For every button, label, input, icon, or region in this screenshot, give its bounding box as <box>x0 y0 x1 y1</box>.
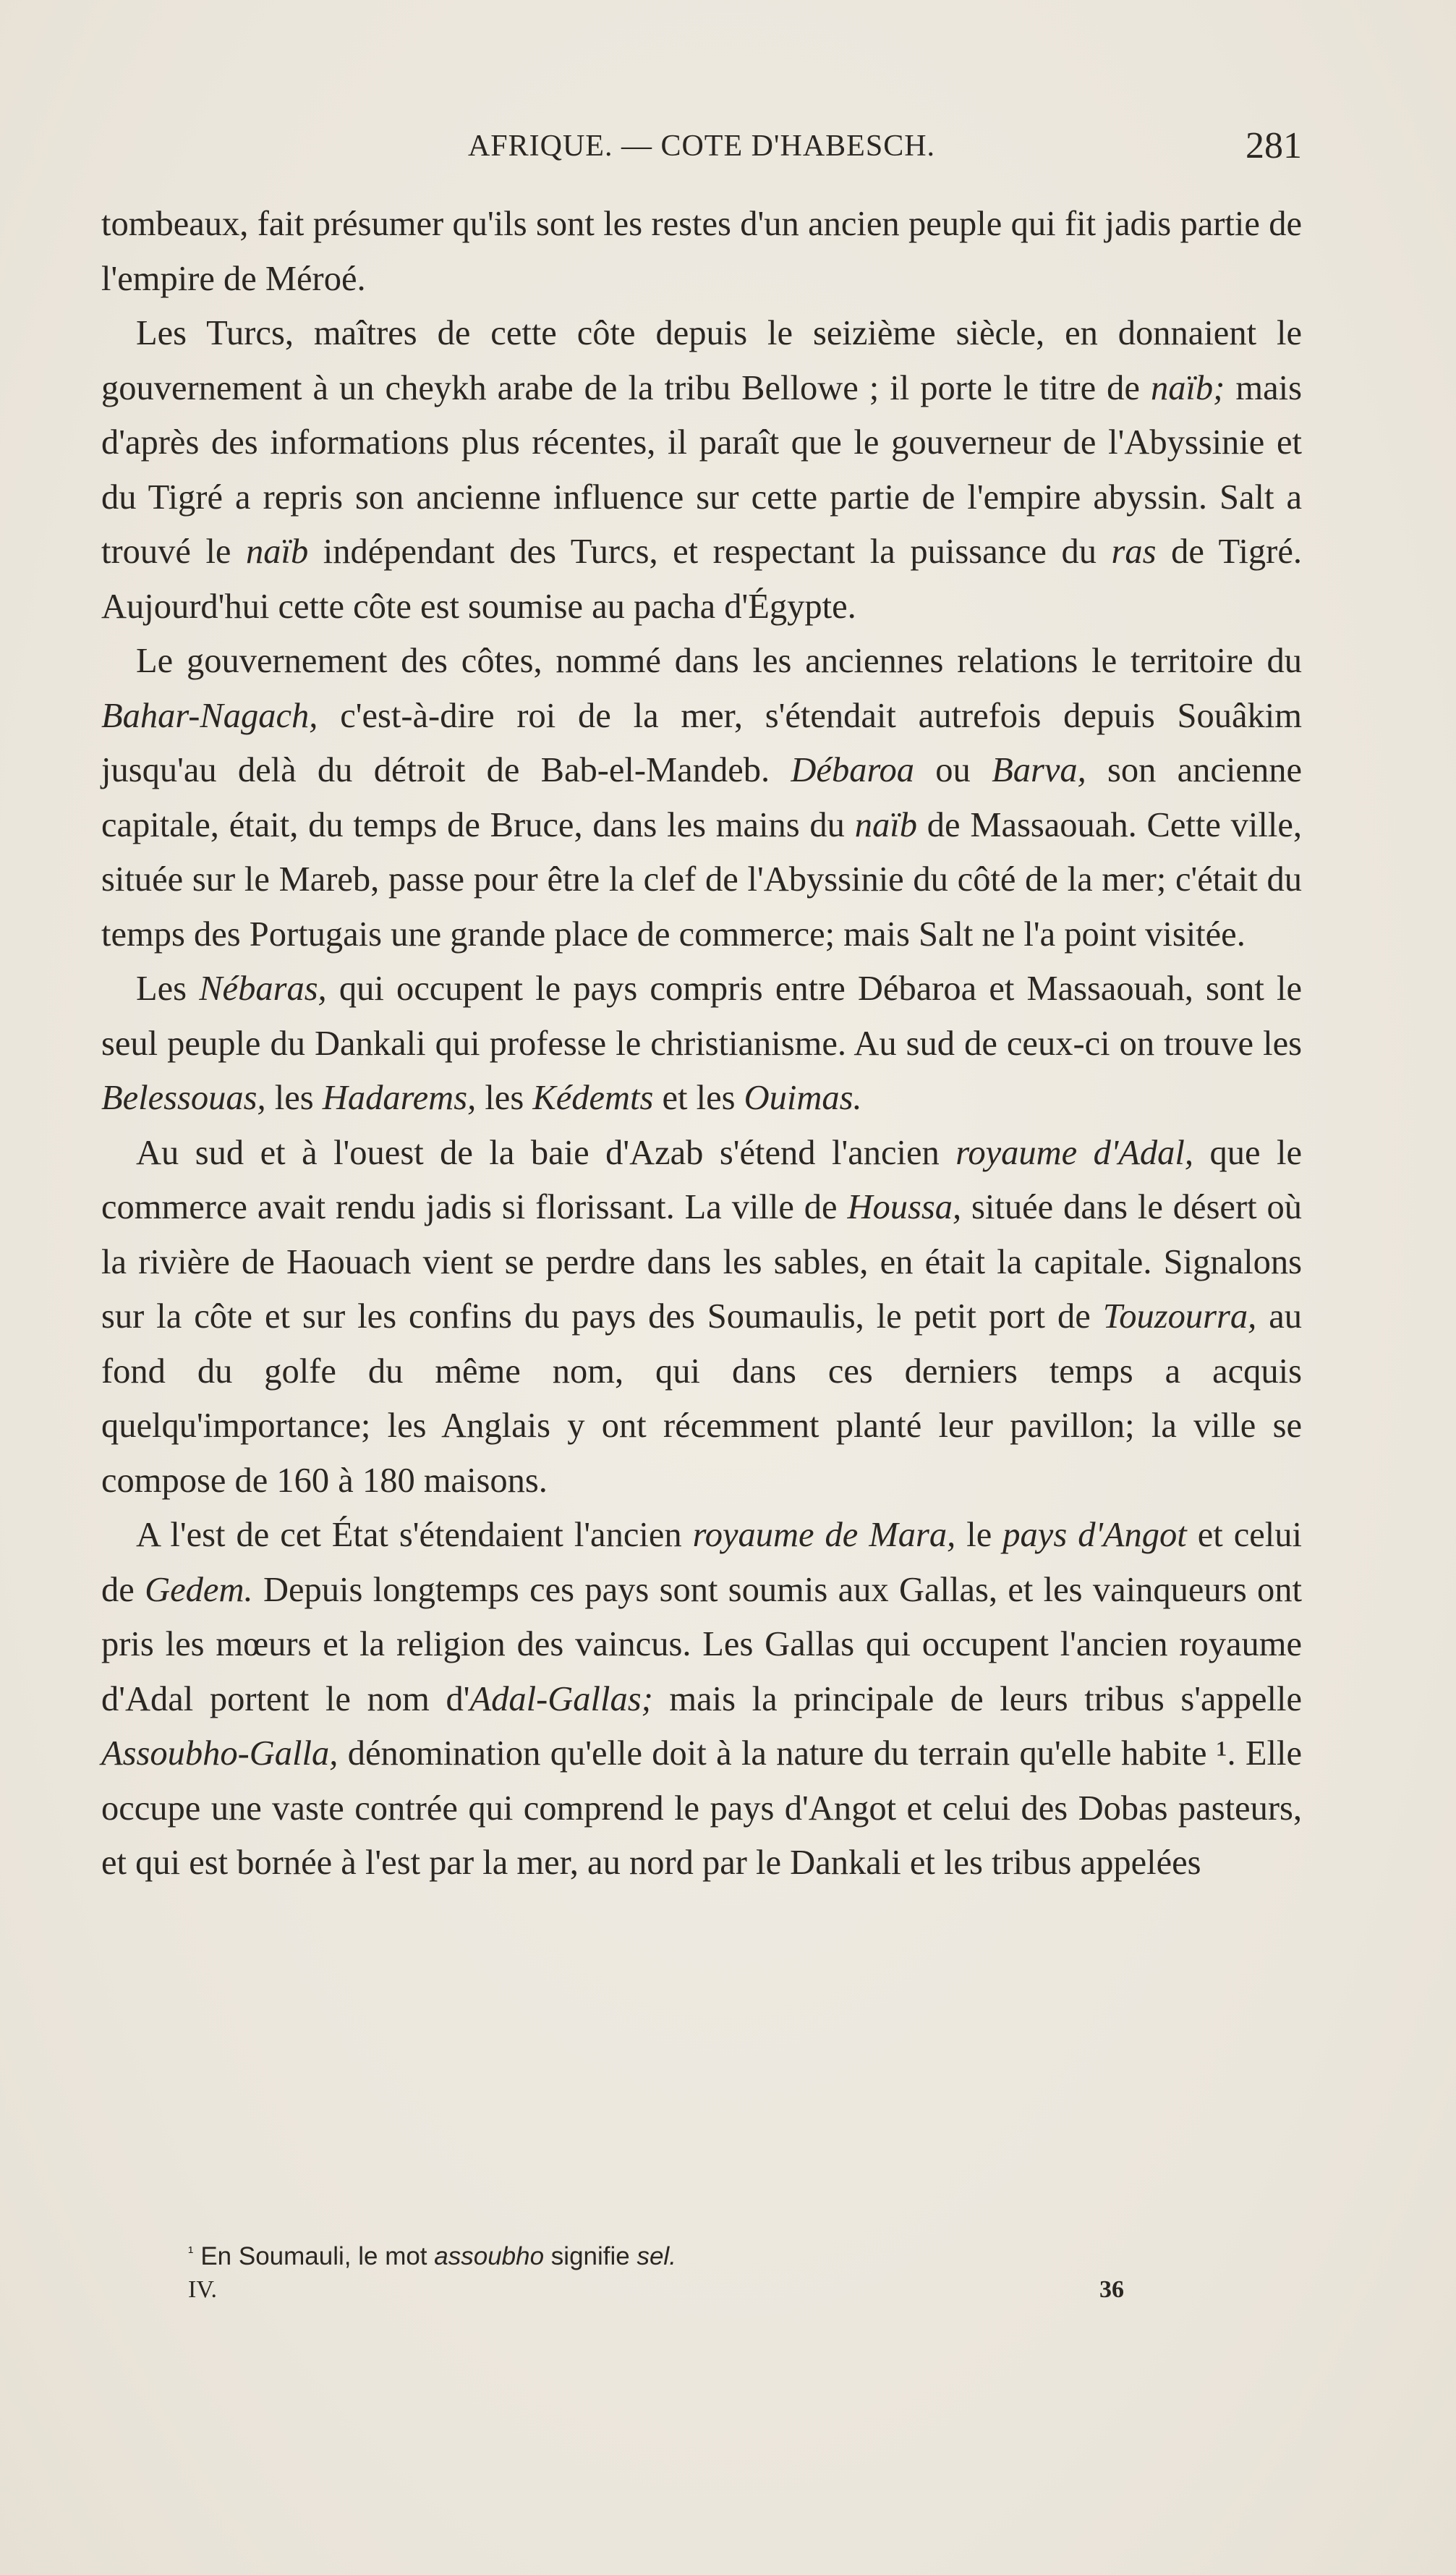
paragraph <box>101 1508 1302 1891</box>
footnote <box>188 2236 1302 2273</box>
text-run: Les Turcs, maîtres de cette côte depuis le seizième siècle, en donnaient le gouvernement à un cheykh arabe de la tribu Bellowe ; il porte le titre de <box>101 314 1302 407</box>
text-run: Au sud et à l'ouest de la baie d'Azab s'étend l'ancien <box>136 1133 956 1172</box>
sheet-signature: 36 <box>1099 2276 1124 2303</box>
italic-run: Touzourra, <box>1102 1297 1257 1336</box>
italic-run: Gedem. <box>145 1570 253 1609</box>
italic-run: royaume d'Adal, <box>955 1133 1194 1172</box>
text-run: A l'est de cet État s'étendaient l'ancien <box>136 1516 693 1554</box>
paragraph <box>101 197 1302 306</box>
italic-run: Débaroa <box>791 751 915 789</box>
italic-run: assoubho <box>434 2242 545 2270</box>
italic-run: naïb; <box>1150 368 1225 407</box>
text-run: son ancienne capitale, était, du temps de Bruce, dans les mains du <box>101 751 1302 844</box>
text-run: En Soumauli, le mot <box>200 2242 435 2270</box>
text-run: Depuis longtemps ces pays sont soumis aux Gallas, et les vainqueurs ont pris les mœurs et la religion des vaincus. Les Gallas qui occupent l'ancien royaume d'Adal portent le nom d' <box>101 1570 1303 1718</box>
text-run: qui occupent le pays compris entre Débaroa et Massaouah, sont le seul peuple du Dankali qui professe le christianisme. Au sud de ceux-ci on trouve les <box>101 970 1302 1063</box>
italic-run: naïb <box>246 533 309 571</box>
italic-run: Belessouas, <box>101 1079 266 1117</box>
text-run: les <box>265 1079 323 1117</box>
running-head: AFRIQUE. — COTE D'HABESCH. <box>467 130 936 163</box>
italic-run: Bahar-Nagach, <box>101 696 318 735</box>
italic-run: royaume de Mara, <box>692 1516 956 1554</box>
italic-run: Nébaras, <box>199 970 327 1008</box>
text-run: signifie <box>544 2242 637 2270</box>
italic-run: naïb <box>854 805 917 844</box>
page-number: 281 <box>1246 125 1302 166</box>
text-run: ou <box>914 751 992 789</box>
paragraph <box>101 1126 1302 1509</box>
text-run: au fond du golfe du même nom, qui dans ces derniers temps a acquis quelqu'importance; les Anglais y ont récemment planté leur pavillon; la ville se compose de 160 à 180 maisons. <box>101 1297 1302 1500</box>
page-header <box>101 125 1302 172</box>
footnote-area <box>101 2236 1302 2314</box>
text-run: située dans le désert où la rivière de Haouach vient se perdre dans les sables, en était la capitale. Signalons sur la côte et sur les confins du pays des Soumaulis, le petit port de <box>101 1188 1302 1336</box>
italic-run: Adal-Gallas; <box>469 1679 653 1718</box>
text-run: indépendant des Turcs, et respectant la puissance du <box>308 533 1112 571</box>
italic-run: Barva, <box>992 751 1086 789</box>
paragraph <box>101 962 1302 1126</box>
text-run: et les <box>653 1079 744 1117</box>
text-run: c'est-à-dire roi de la mer, s'étendait autrefois depuis Souâkim jusqu'au delà du détroit de Bab-el-Mandeb. <box>101 696 1302 789</box>
text-run: que le commerce avait rendu jadis si florissant. La ville de <box>101 1133 1302 1226</box>
text-run: mais d'après des informations plus récentes, il paraît que le gouverneur de l'Abyssinie et du Tigré a repris son ancienne influence sur cette partie de l'empire abyssin. Salt a trouvé le <box>101 368 1302 571</box>
paragraph <box>101 306 1302 634</box>
body-text <box>101 197 1302 1891</box>
text-run: les <box>476 1079 533 1117</box>
italic-run: ras <box>1111 533 1157 571</box>
italic-run: pays d'Angot <box>1002 1516 1187 1554</box>
volume-signature: IV. <box>188 2276 217 2303</box>
italic-run: Assoubho-Galla, <box>101 1734 339 1773</box>
footnote-marker: ¹ <box>188 2243 194 2261</box>
text-run: le <box>955 1516 1003 1554</box>
italic-run: Ouimas. <box>744 1079 862 1117</box>
italic-run: Kédemts <box>532 1079 654 1117</box>
text-run: Le gouvernement des côtes, nommé dans les anciennes relations le territoire du <box>136 642 1302 680</box>
paragraph <box>101 634 1302 962</box>
text-run: mais la principale de leurs tribus s'appelle <box>652 1679 1303 1718</box>
text-run: et celui de <box>101 1516 1302 1609</box>
signature-line <box>101 2276 1302 2314</box>
text-run: de Massaouah. Cette ville, située sur le Mareb, passe pour être la clef de l'Abyssinie du côté de la mer; c'était du temps des Portugais une grande place de commerce; mais Salt ne l'a point visitée. <box>101 805 1302 954</box>
italic-run: sel. <box>637 2242 676 2270</box>
text-run: de Tigré. Aujourd'hui cette côte est soumise au pacha d'Égypte. <box>101 533 1302 626</box>
text-run: tombeaux, fait présumer qu'ils sont les restes d'un ancien peuple qui fit jadis partie de l'empire de Méroé. <box>101 205 1302 298</box>
text-run: Les <box>136 970 200 1008</box>
text-run: dénomination qu'elle doit à la nature du terrain qu'elle habite ¹. Elle occupe une vaste contrée qui comprend le pays d'Angot et celui des Dobas pasteurs, et qui est bornée à l'est par la mer, au nord par le Dankali et les tribus appelées <box>101 1734 1302 1882</box>
italic-run: Hadarems, <box>322 1079 477 1117</box>
italic-run: Houssa, <box>847 1188 962 1226</box>
